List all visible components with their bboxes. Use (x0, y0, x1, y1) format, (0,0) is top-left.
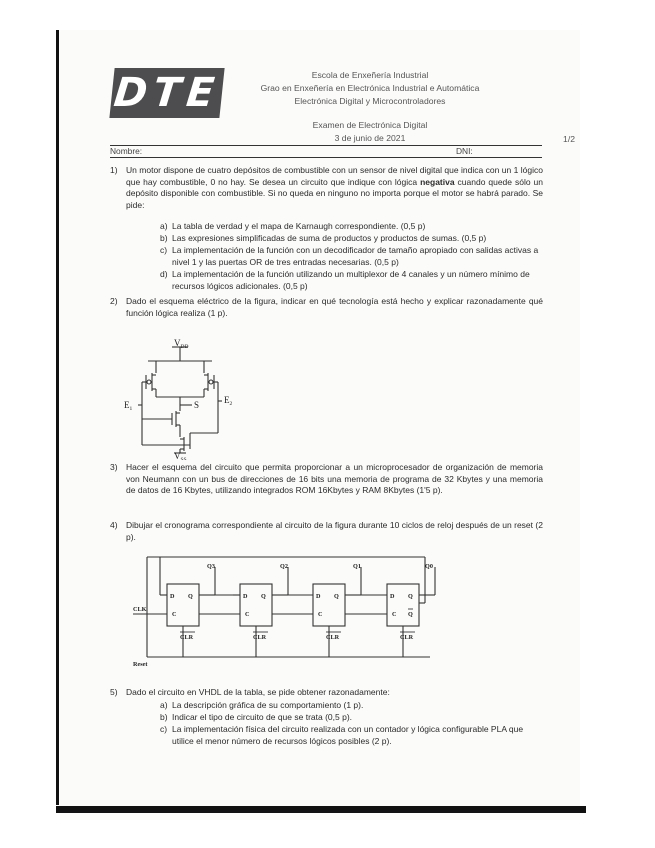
q0-label: Q0 (425, 563, 433, 570)
question-text: Dado el esquema eléctrico de la figura, indicar en qué tecnología está hecho y explicar razonadamente qué función lógica realiza (1 p). (126, 296, 543, 318)
ff3-d: D (170, 593, 175, 600)
question-number: 1) (110, 165, 118, 175)
question-text: Un motor dispone de cuatro depósitos de combustible con un sensor de nivel digital que indica con un 1 lógico que hay combustible, 0 no hay. Se desea un circuito que indique con lógica negativa cuando quede sólo un depósito disponible con combustible. Si no queda en ninguno no importa porque el motor se habrá parado. Se pide: (126, 165, 543, 210)
ff2-q: Q (261, 593, 266, 600)
question-number: 2) (110, 296, 118, 306)
scan-edge-bottom (56, 806, 586, 813)
exam-title: Examen de Electrónica Digital (312, 120, 428, 130)
dni-label: DNI: (456, 146, 473, 156)
question-3 (110, 462, 543, 497)
question-number: 3) (110, 462, 118, 472)
q1-item-a: a) La tabla de verdad y el mapa de Karnaugh correspondiente. (0,5 p) (160, 221, 426, 231)
question-text: Dibujar el cronograma correspondiente al circuito de la figura durante 10 ciclos de reloj después de un reset (2 p). (126, 520, 543, 542)
q5-item-a: a) La descripción gráfica de su comportamiento (1 p). (160, 700, 364, 710)
ff0-qbar: Q (408, 611, 413, 618)
question-4 (110, 520, 543, 543)
name-dni-bar (110, 145, 542, 158)
ff1-c: C (318, 611, 323, 618)
ff0-clr: CLR (400, 634, 414, 641)
s-label: S (194, 400, 200, 410)
q1-label: Q1 (353, 563, 361, 570)
question-5 (110, 687, 543, 699)
ff1-clr: CLR (326, 634, 340, 641)
question-text: Hacer el esquema del circuito que permita proporcionar a un microprocesador de organización de memoria von Neumann con un bus de direcciones de 16 bits una memoria de programa de 32 Kbytes y una memoria de datos de 16 Kbytes, utilizando integrados ROM 16Kbytes y RAM 8Kbytes (1'5 p). (126, 462, 543, 496)
name-label: Nombre: (110, 146, 143, 156)
scan-edge-left (56, 30, 59, 805)
question-1 (110, 165, 543, 211)
ff3-q: Q (188, 593, 193, 600)
ff0-c: C (392, 611, 397, 618)
question-2 (110, 296, 543, 319)
question-text: Dado el circuito en VHDL de la tabla, se pide obtener razonadamente: (126, 687, 390, 697)
vdd-label: $V_{DD}$ (174, 338, 189, 350)
q1-item-b: b) Las expresiones simplificadas de suma de productos y productos de sumas. (0,5 p) (160, 233, 487, 243)
ff2-c: C (245, 611, 250, 618)
q2-label: Q2 (280, 563, 288, 570)
q1-item-c: c) La implementación de la función con un decodificador de tamaño apropiado con salidas activas a nivel 1 y las puertas OR de tres entradas necesarias. (0,5 p) (160, 245, 539, 267)
degree-name: Grao en Enxeñería en Electrónica Industrial e Automática (260, 83, 480, 93)
question-number: 4) (110, 520, 118, 530)
dte-logo: DTE (109, 68, 224, 118)
vss-label: $V_{SS}$ (174, 451, 187, 460)
clk-label: CLK (133, 606, 147, 613)
ff1-d: D (316, 593, 321, 600)
q3-label: Q3 (207, 563, 215, 570)
cmos-schematic (120, 335, 250, 460)
page-number: 1/2 (563, 134, 575, 144)
ff1-q: Q (334, 593, 339, 600)
ff3-c: C (172, 611, 177, 618)
ff0-q: Q (408, 593, 413, 600)
exam-date: 3 de junio de 2021 (334, 133, 406, 143)
q5-item-c: c) La implementación física del circuito realizada con un contador y lógica configurable PLA que utilice el menor número de recursos lógicos posibles (2 p). (160, 724, 524, 746)
ff2-clr: CLR (253, 634, 267, 641)
e2-label: $E_2$ (224, 395, 233, 407)
q5-item-b: b) Indicar el tipo de circuito de que se trata (0,5 p). (160, 712, 353, 722)
shift-register-schematic (125, 553, 455, 673)
ff3-clr: CLR (180, 634, 194, 641)
ff0-d: D (390, 593, 395, 600)
ff2-d: D (243, 593, 248, 600)
q1-item-d: d) La implementación de la función utilizando un multiplexor de 4 canales y un número mínimo de recursos lógicos adicionales. (0,5 p) (160, 269, 530, 291)
school-name: Escola de Enxeñería Industrial (311, 70, 429, 80)
question-number: 5) (110, 687, 118, 697)
subject-name: Electrónica Digital y Microcontroladores (294, 96, 446, 106)
e1-label: $E_1$ (124, 400, 133, 412)
reset-label: Reset (133, 661, 148, 668)
